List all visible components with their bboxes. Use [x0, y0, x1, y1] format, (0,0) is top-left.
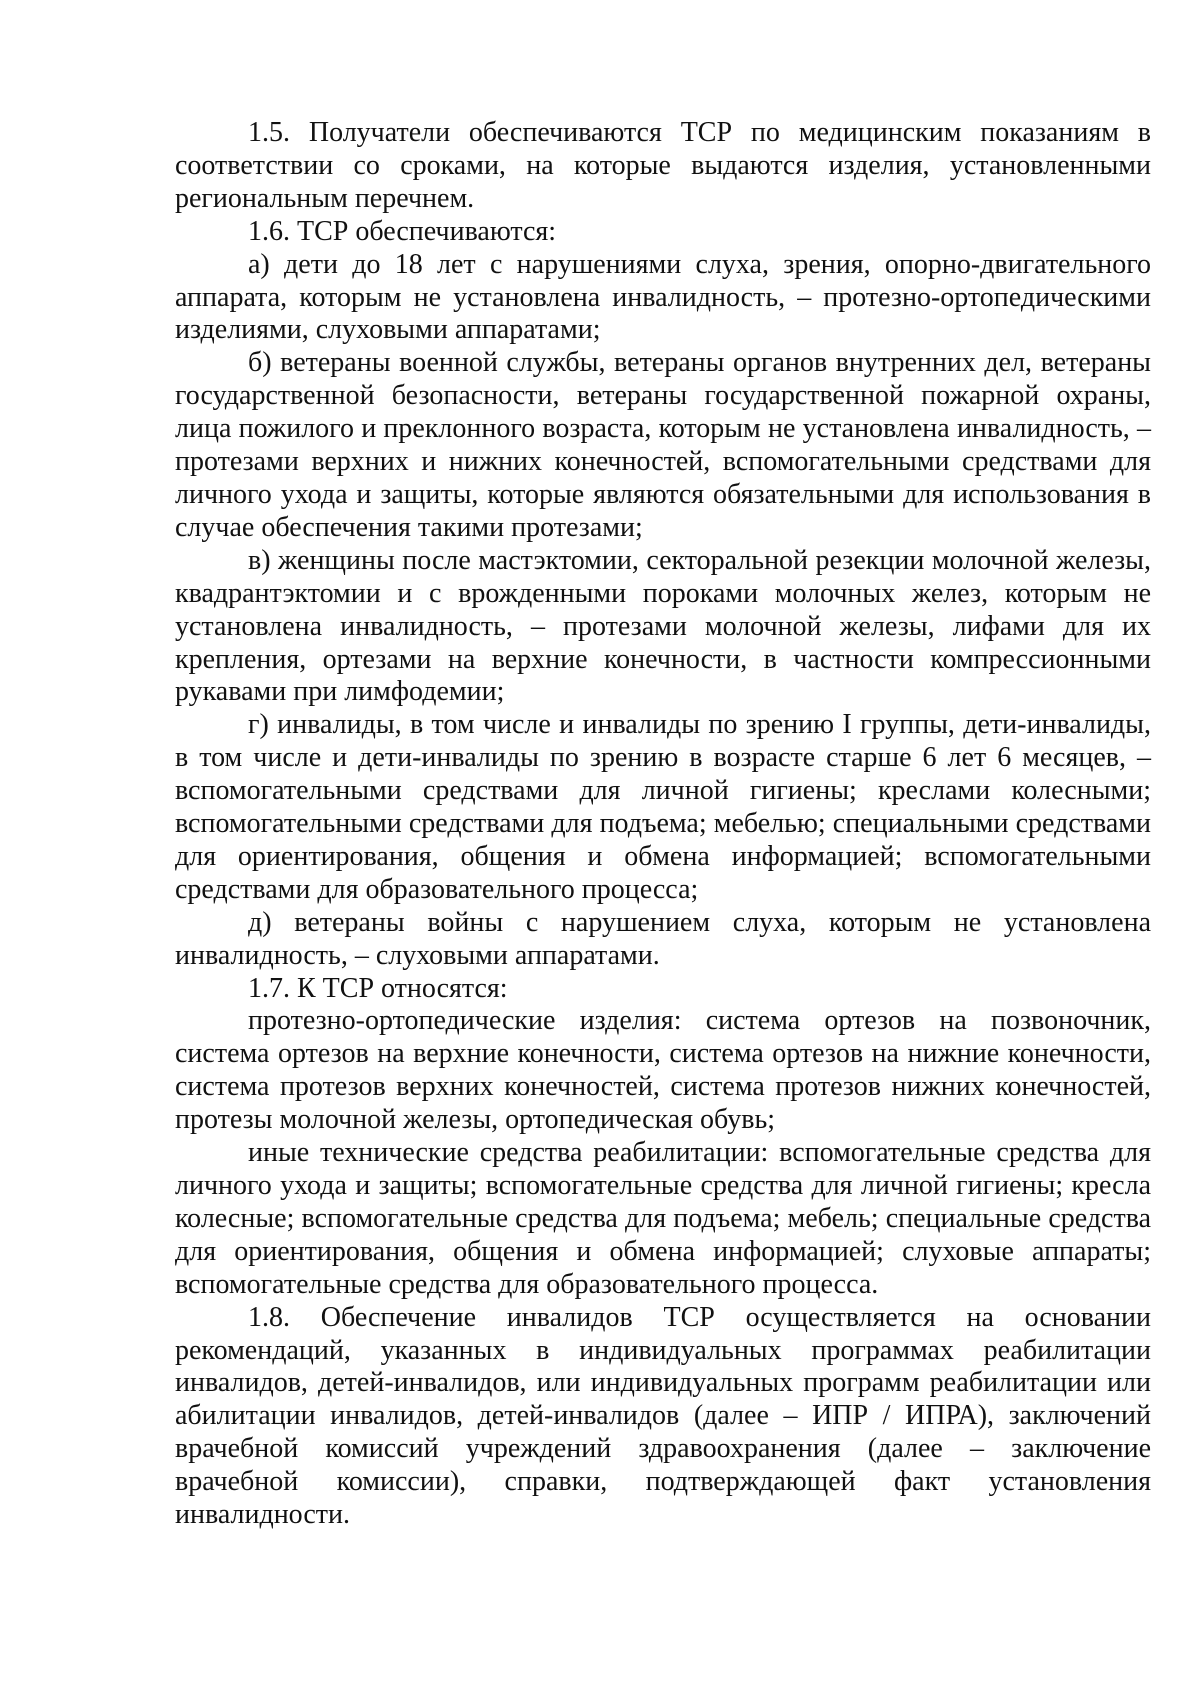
list-item-b: б) ветераны военной службы, ветераны органов внутренних дел, ветераны государственной безопасности, ветераны государственной пожарной охраны, лица пожилого и преклонного возраста, которым не установлена инвалидность, – протезами верхних и нижних конечностей, вспомогательными средствами для личного ухода и защиты, которые являются обязательными для использования в случае обеспечения такими протезами;: [175, 347, 1151, 543]
list-item-d: д) ветераны войны с нарушением слуха, которым не установлена инвалидность, – слуховыми аппаратами.: [175, 906, 1151, 971]
document-body: [175, 117, 1151, 1532]
paragraph-1-6: 1.6. ТСР обеспечиваются:: [248, 215, 557, 247]
list-item-prosthetic-orthopedic: протезно-ортопедические изделия: система ортезов на позвоночник, система ортезов на верхние конечности, система ортезов на нижние конечности, система протезов верхних конечностей, система протезов нижних конечностей, протезы молочной железы, ортопедическая обувь;: [175, 1005, 1151, 1136]
paragraph-1-5: 1.5. Получатели обеспечиваются ТСР по медицинским показаниям в соответствии со сроками, на которые выдаются изделия, установленными региональным перечнем.: [175, 117, 1151, 214]
list-item-g: г) инвалиды, в том числе и инвалиды по зрению I группы, дети-инвалиды, в том числе и дети-инвалиды по зрению в возрасте старше 6 лет 6 месяцев, – вспомогательными средствами для личной гигиены; креслами колесными; вспомогательными средствами для подъема; мебелью; специальными средствами для ориентирования, общения и обмена информацией; вспомогательными средствами для образовательного процесса;: [175, 709, 1151, 905]
list-item-v: в) женщины после мастэктомии, секторальной резекции молочной железы, квадрантэктомии и с врожденными пороками молочных желез, которым не установлена инвалидность, – протезами молочной железы, лифами для их крепления, ортезами на верхние конечности, в частности компрессионными рукавами при лимфодемии;: [175, 544, 1151, 708]
list-item-a: а) дети до 18 лет с нарушениями слуха, зрения, опорно-двигательного аппарата, которым не установлена инвалидность, – протезно-ортопедическими изделиями, слуховыми аппаратами;: [175, 248, 1151, 346]
paragraph-1-8: 1.8. Обеспечение инвалидов ТСР осуществляется на основании рекомендаций, указанных в индивидуальных программах реабилитации инвалидов, детей-инвалидов, или индивидуальных программ реабилитации или абилитации инвалидов, детей-инвалидов (далее – ИПР / ИПРА), заключений врачебной комиссий учреждений здравоохранения (далее – заключение врачебной комиссии), справки, подтверждающей факт установления инвалидности.: [175, 1301, 1151, 1531]
paragraph-1-7: 1.7. К ТСР относятся:: [248, 972, 508, 1004]
list-item-other-tsr: иные технические средства реабилитации: вспомогательные средства для личного ухода и защиты; вспомогательные средства для личной гигиены; кресла колесные; вспомогательные средства для подъема; мебель; специальные средства для ориентирования, общения и обмена информацией; слуховые аппараты; вспомогательные средства для образовательного процесса.: [175, 1137, 1151, 1300]
